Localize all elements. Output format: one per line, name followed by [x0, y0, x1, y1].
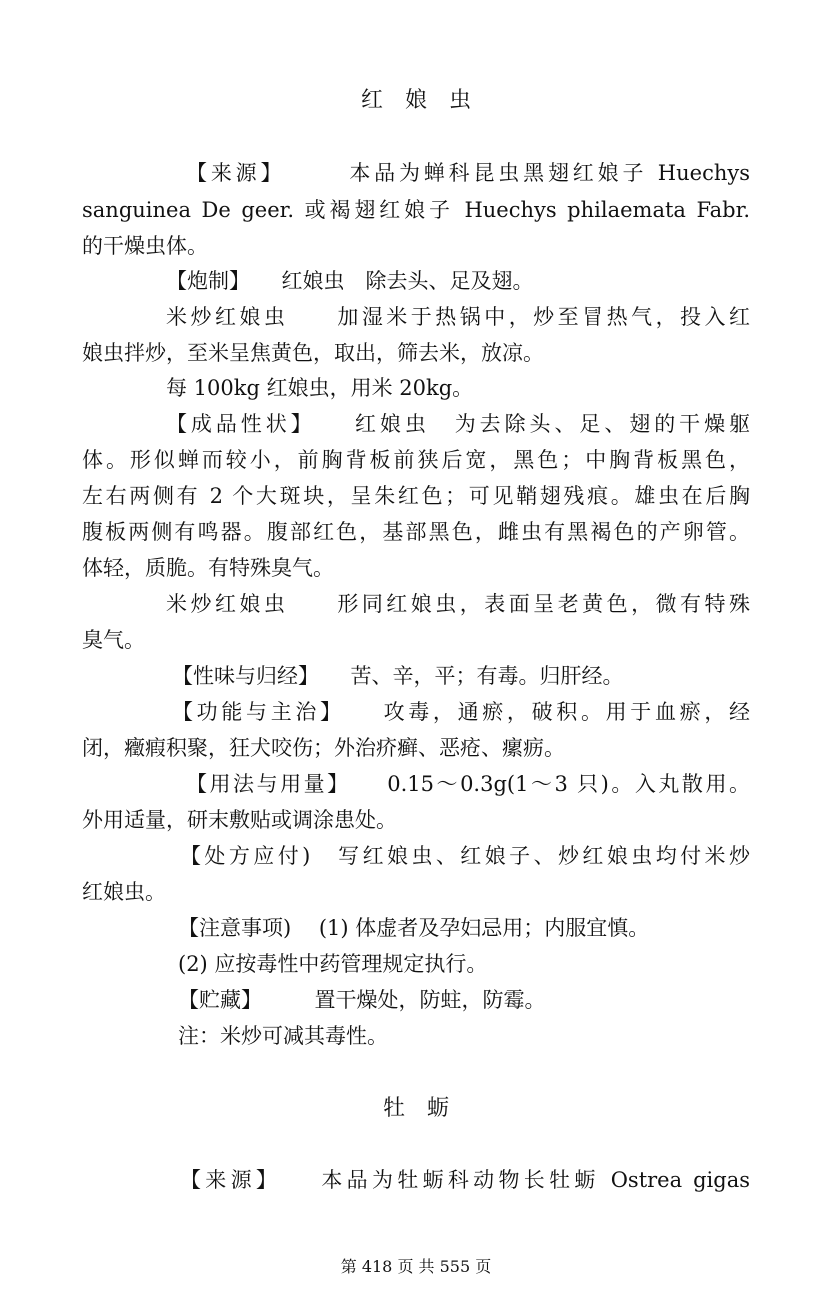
- traits-line: 【成品性状】 红娘虫 为去除头、足、翅的干燥躯: [166, 412, 750, 436]
- traits-line: 体轻，质脆。有特殊臭气。: [82, 556, 334, 580]
- function-line: 【功能与主治】 攻毒，通瘀，破积。用于血瘀，经: [172, 700, 750, 724]
- dosage-line: 外用适量，研末敷贴或调涂患处。: [82, 808, 397, 832]
- note-line: 注：米炒可减其毒性。: [178, 1024, 388, 1048]
- page-footer: 第 418 页 共 555 页: [340, 1257, 492, 1276]
- source-line: sanguinea De geer. 或褐翅红娘子 Huechys philaemata Fabr.: [82, 198, 750, 222]
- prescription-line: 【处方应付) 写红娘虫、红娘子、炒红娘虫均付米炒: [180, 844, 750, 868]
- traits-line: 体。形似蝉而较小，前胸背板前狭后宽，黑色；中胸背板黑色，: [82, 448, 750, 472]
- rice-fry-line: 娘虫拌炒，至米呈焦黄色，取出，筛去米，放凉。: [82, 341, 544, 365]
- source-line: 【来源】 本品为蝉科昆虫黑翅红娘子 Huechys: [186, 161, 750, 185]
- processing-line: 【炮制】 红娘虫 除去头、足及翅。: [166, 269, 534, 293]
- caution-line: (2) 应按毒性中药管理规定执行。: [178, 952, 488, 976]
- source-line: 的干燥虫体。: [82, 234, 208, 258]
- nature-line: 【性味与归经】 苦、辛，平；有毒。归肝经。: [172, 664, 624, 688]
- caution-line: 【注意事项) (1) 体虚者及孕妇忌用；内服宜慎。: [178, 916, 650, 940]
- ratio-line: 每 100kg 红娘虫，用米 20kg。: [166, 376, 474, 400]
- entry-title: 红 娘 虫: [360, 88, 471, 113]
- rice-traits-line: 臭气。: [82, 628, 145, 652]
- prescription-line: 红娘虫。: [82, 880, 166, 904]
- source-line: 【来源】 本品为牡蛎科动物长牡蛎 Ostrea gigas: [180, 1168, 750, 1192]
- storage-line: 【贮藏】 置干燥处，防蛀，防霉。: [178, 988, 546, 1012]
- dosage-line: 【用法与用量】 0.15～0.3g(1～3 只)。入丸散用。: [186, 772, 750, 796]
- entry-title: 牡 蛎: [382, 1096, 449, 1121]
- rice-fry-line: 米炒红娘虫 加湿米于热锅中，炒至冒热气，投入红: [166, 305, 750, 329]
- traits-line: 腹板两侧有鸣器。腹部红色，基部黑色，雌虫有黑褐色的产卵管。: [82, 520, 750, 544]
- rice-traits-line: 米炒红娘虫 形同红娘虫，表面呈老黄色，微有特殊: [166, 592, 750, 616]
- function-line: 闭，癥瘕积聚，狂犬咬伤；外治疥癣、恶疮、瘰疬。: [82, 736, 565, 760]
- traits-line: 左右两侧有 2 个大斑块，呈朱红色；可见鞘翅残痕。雄虫在后胸: [82, 484, 750, 508]
